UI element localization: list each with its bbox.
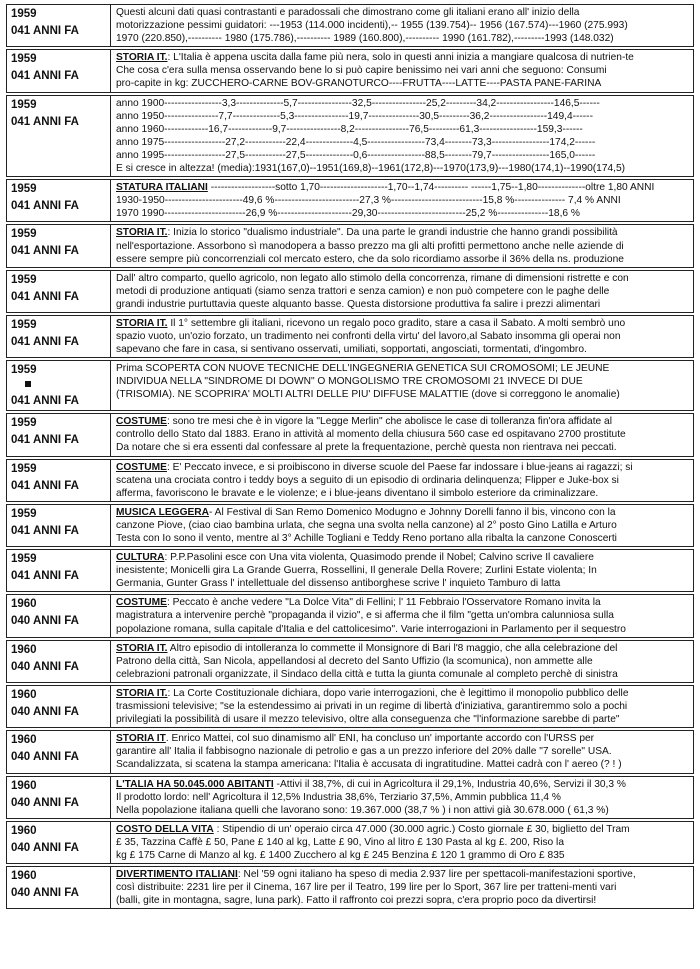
entry-text-line (116, 506, 688, 519)
entry-row (6, 776, 694, 819)
entry-text-line: inesistente; Monicelli gira La Grande Guerra, Rossellini, Il generale Della Rovere; Zurlini Estate violenta; In (116, 565, 597, 577)
entry-row (6, 360, 694, 411)
entry-heading: STORIA IT. (116, 52, 168, 64)
entry-row (6, 270, 694, 313)
entry-text-line (116, 868, 688, 881)
entry-heading: L'TALIA HA 50.045.000 ABITANTI (116, 778, 274, 790)
entry-text-cell (111, 595, 693, 636)
entry-year: 1959 (11, 462, 37, 475)
entry-years-ago: 040 ANNI FA (11, 705, 79, 718)
entry-text-line: pro-capite in kg: ZUCCHERO-CARNE BOV-GRANOTURCO----FRUTTA----LATTE----PASTA PANE-FARINA (116, 78, 602, 90)
entry-text-line: canzone Piove, (ciao ciao bambina urlata, che segna una svolta nella canzone) al 2° posto Gino Latilla e Arturo (116, 519, 617, 531)
entry-text-line (116, 317, 688, 330)
entry-row (6, 730, 694, 773)
entry-text-cell (111, 867, 693, 908)
entry-date-cell (7, 96, 111, 177)
entry-date-cell (7, 361, 111, 410)
entry-text-line: E si cresce in altezza! (media):1931(167,0)--1951(169,8)--1961(172,8)---1970(173,9)---1980(174,1)--1990(174,5) (116, 163, 626, 175)
entry-year: 1960 (11, 598, 37, 611)
entry-text-cell (111, 550, 693, 591)
entry-text-line (116, 732, 688, 745)
entry-text-line: così distribuite: 2231 lire per il Cinema, 167 lire per il Teatro, 199 lire per lo Sport, 367 lire per tratteni-menti vari (116, 882, 617, 894)
entry-text: : P.P.Pasolini esce con Una vita violenta, Quasimodo prende il Nobel; Calvino scrive Il cavaliere (164, 552, 594, 564)
entry-text-line: INDIVIDUA NELLA "SINDROME DI DOWN" O MONGOLISMO TRE CROMOSOMI 21 INVECE DI DUE (116, 376, 583, 388)
entry-text: : L'Italia è appena uscita dalla fame più nera, solo in questi anni inizia a mangiare qualcosa di nutrien-te (167, 52, 634, 64)
entry-years-ago: 040 ANNI FA (11, 887, 79, 900)
entry-row (6, 821, 694, 864)
entry-text-cell (111, 316, 693, 357)
entry-date-cell (7, 50, 111, 91)
entry-heading: COSTO DELLA VITA (116, 823, 214, 835)
entry-heading: STORIA IT. (116, 227, 168, 239)
entry-text-line: Dall' altro comparto, quello agricolo, non legato allo stimolo della concorrenza, rimane di dimensioni ristrette e con (116, 272, 629, 284)
entry-years-ago: 041 ANNI FA (11, 245, 79, 258)
entry-text-line: Scandalizzata, si scatena la stampa americana: l'Italia è accusata di ingratitudine. Mattei cadrà con l' aereo (? ! ) (116, 759, 622, 771)
entry-text: . Enrico Mattei, col suo dinamismo all' ENI, ha concluso un' importante accordo con l'URSS per (165, 733, 595, 745)
entry-date-cell (7, 414, 111, 455)
entry-text-cell (111, 777, 693, 818)
entry-years-ago: 041 ANNI FA (11, 115, 79, 128)
entry-text-line: grandi industrie purtuttavia queste alquanto basse. Questa distorsione produttiva fa salire i prezzi alimentari (116, 298, 601, 310)
entry-text-line: afferma, favoriscono le bravate e le violenze; e i blue-jeans diventano il simbolo esteriore da criminalizzare. (116, 487, 599, 499)
entry-date-cell (7, 316, 111, 357)
entry-text: - Al Festival di San Remo Domenico Modugno e Johnny Dorelli fanno il bis, vincono con la (209, 506, 616, 518)
entry-text-line (116, 51, 688, 64)
entry-text-line: trasmissioni televisive; "se la estendessimo ai privati in un regime di libertà d'iniziativa, garantiremmo solo a pochi (116, 701, 628, 713)
entry-years-ago: 040 ANNI FA (11, 615, 79, 628)
entry-years-ago: 040 ANNI FA (11, 751, 79, 764)
entry-year: 1960 (11, 779, 37, 792)
entry-text-line: nell'esportazione. Assorbono sì manodopera a basso prezzo ma gli alti profitti permettono anche nelle aziende di (116, 240, 624, 252)
entry-row (6, 459, 694, 502)
entry-heading: CULTURA (116, 552, 165, 564)
entry-text-line: metodi di produzione antiquati (siamo senza trattori e senza camion) e non può competere con le paghe delle (116, 285, 610, 297)
entry-text-line: (balli, gite in montagna, sagre, luna park). Fatto il raffronto coi prezzi sopra, c'era proprio poco da divertirsi! (116, 895, 597, 907)
entry-row (6, 315, 694, 358)
entry-years-ago: 041 ANNI FA (11, 524, 79, 537)
entry-date-cell (7, 505, 111, 546)
entry-text-line: Prima SCOPERTA CON NUOVE TECNICHE DELL'INGEGNERIA GENETICA SUI CROMOSOMI; LE JEUNE (116, 363, 610, 375)
entry-text-line: controllo dello Stato dal 1883. Erano in attività al momento della chiusura 560 case ed ospitavano 2700 prostitute (116, 429, 626, 441)
entry-year: 1959 (11, 507, 37, 520)
entry-year: 1959 (11, 183, 37, 196)
entry-row (6, 866, 694, 909)
entry-year: 1959 (11, 273, 37, 286)
entry-heading: COSTUME (116, 597, 167, 609)
entry-text-line: Che cosa c'era sulla mensa osservando bene lo si può capire benissimo nei vari anni che seguono: Consumi (116, 65, 607, 77)
entry-years-ago: 041 ANNI FA (11, 479, 79, 492)
entry-date-cell (7, 686, 111, 727)
entry-text-line (116, 181, 688, 194)
entry-text-line: celebrazioni patronali organizzate, il Sindaco della città e tutta la giunta comunale al completo perchè di sinistra (116, 668, 618, 680)
entry-row (6, 413, 694, 456)
entry-text-line (116, 687, 688, 700)
entry-year: 1960 (11, 643, 37, 656)
entry-text-line: anno 1995------------------27,5------------27,5--------------0,6-----------------88,5--------79,7-----------------165,0------ (116, 149, 596, 161)
entry-text: : Stipendio di un' operaio circa 47.000 (30.000 agric.) Costo giornale £ 30, biglietto del Tram (213, 823, 630, 835)
entry-text-line (116, 642, 688, 655)
entry-year: 1959 (11, 417, 37, 430)
entry-text-line: spazio vuoto, un'ozio forzato, un tradimento nei confronti della virtu' del lavoro,al Sabato insomma gli operai non (116, 331, 621, 343)
entry-heading: STORIA IT. (116, 687, 168, 699)
entry-text-line: Il prodotto lordo: nell' Agricoltura il 12,5% Industria 38,6%, Terziario 37,5%, Ammin pubblica 11,4 % (116, 791, 561, 803)
entry-text-line: Testa con Io sono il vento, mentre al 3° Achille Togliani e Teddy Reno portano alla ribalta la canzone Conoscerti (116, 533, 617, 544)
entry-row (6, 685, 694, 728)
entry-text-line (116, 551, 688, 564)
entry-text-line: Germania, Gunter Grass l' intellettuale del dissenso antiborghese scrive l' inquieto Tamburo di latta (116, 578, 561, 590)
entry-heading: DIVERTIMENTO ITALIANI (116, 869, 238, 881)
entry-row (6, 224, 694, 267)
entry-text-cell (111, 180, 693, 221)
entry-heading: STORIA IT. (116, 317, 168, 329)
entry-text-line: 1930-1950-----------------------49,6 %-------------------------27,3 %---------------------------15,8 %--------------- 7,4 % ANNI (116, 195, 621, 207)
entry-text-cell (111, 361, 693, 410)
entry-text-line: Nella popolazione italiana quelli che lavorano sono: 19.367.000 (38,7 % ) i non attivi già 30.678.000 ( 61,3 %) (116, 804, 609, 816)
entry-text-line: motorizzazione pessimi guidatori: ---1953 (114.000 incidenti),-- 1955 (139.754)-- 1956 (167.574)---1960 (275.993) (116, 20, 628, 32)
entry-text-line: 1970 1990------------------------26,9 %----------------------29,30--------------------------25,2 %---------------18,6 % (116, 208, 580, 220)
entry-text-line: garantire all' Italia il fabbisogno nazionale di petrolio e gas a un prezzo inferiore del 20% dalle "7 sorelle" USA. (116, 746, 612, 758)
entry-row (6, 179, 694, 222)
entry-text-cell (111, 505, 693, 546)
entry-date-cell (7, 225, 111, 266)
entry-text-cell (111, 641, 693, 682)
entry-years-ago: 041 ANNI FA (11, 335, 79, 348)
entry-year: 1959 (11, 53, 37, 66)
entry-text-line (116, 596, 688, 609)
entry-year: 1959 (11, 318, 37, 331)
entry-text-cell (111, 414, 693, 455)
entry-text-line: magistratura a intervenire perchè "propaganda il vizio", e si afferma che il film "getta un'ombra calunniosa sulla (116, 610, 614, 622)
entry-years-ago: 041 ANNI FA (11, 290, 79, 303)
entry-year: 1960 (11, 870, 37, 883)
entry-row (6, 49, 694, 92)
entry-date-cell (7, 731, 111, 772)
entry-text: : Peccato è anche vedere "La Dolce Vita" di Fellini; l' 11 Febbraio l'Osservatore Romano invita la (166, 597, 601, 609)
entry-text-line: sapevano che fare in casa, si sentivano osservati, umiliati, sopportati, angosciati, tormentati, d'ingombro. (116, 344, 587, 356)
entry-row (6, 640, 694, 683)
entry-date-cell (7, 641, 111, 682)
entry-text-line: anno 1900-----------------3,3--------------5,7----------------32,5----------------25,2---------34,2-----------------146,5------ (116, 97, 600, 109)
entry-text-line: popolazione romana, sulla capitale d'Italia e del cattolicesimo". Varie interrogazioni in Parlamento per il sequestro (116, 623, 626, 635)
entry-text-line: anno 1950----------------7,7--------------5,3----------------19,7---------------30,5---------36,2-----------------149,4------ (116, 110, 593, 122)
entry-text-cell (111, 271, 693, 312)
bullet-square-icon (25, 381, 31, 387)
entry-text: : Nel '59 ogni italiano ha speso di media 2.937 lire per spettacoli-manifestazioni sportive, (237, 869, 636, 881)
entry-date-cell (7, 180, 111, 221)
entry-date-cell (7, 271, 111, 312)
entry-text-line (116, 226, 688, 239)
entry-date-cell (7, 460, 111, 501)
entry-heading: STORIA IT. (116, 642, 168, 654)
entry-heading: MUSICA LEGGERA (116, 506, 210, 518)
entry-text-cell (111, 686, 693, 727)
entry-text: -Attivi il 38,7%, di cui in Agricoltura il 29,1%, Industria 40,6%, Servizi il 30,3 % (273, 778, 626, 790)
entry-date-cell (7, 595, 111, 636)
entry-text: : sono tre mesi che è in vigore la "Legge Merlin" che abolisce le case di tolleranza fin'ora affidate al (166, 416, 612, 428)
entry-text: -------------------sotto 1,70--------------------1,70--1,74---------- ------1,75--1,80--------------oltre 1,80 ANNI (207, 182, 655, 194)
entry-text: Il 1° settembre gli italiani, ricevono un regalo poco gradito, stare a casa il Sabato. A molti sembrò uno (167, 317, 626, 329)
entry-text-line: 1970 (220.850),---------- 1980 (175.786),---------- 1989 (160.800),---------- 1990 (161.782),---------1993 (148.032) (116, 33, 614, 45)
entry-years-ago: 041 ANNI FA (11, 395, 79, 408)
entry-text-cell (111, 731, 693, 772)
entry-date-cell (7, 867, 111, 908)
entry-text-line: Patrono della città, San Nicola, appellandosi al decreto del Santo Uffizio (la scomunica), non ammette alle (116, 655, 593, 667)
entry-text-line: scatena una crociata contro i teddy boys a seguito di un episodio di ordinaria delinquenza; Flipper e Juke-box si (116, 474, 619, 486)
entry-year: 1959 (11, 98, 37, 111)
entry-text-cell (111, 822, 693, 863)
entry-years-ago: 041 ANNI FA (11, 434, 79, 447)
entry-heading: STATURA ITALIANI (116, 182, 208, 194)
entry-text-line: privilegiati la possibilità di usare il mezzo televisivo, oltre alla conseguenza che "l'informazione sarebbe di parte" (116, 714, 620, 726)
entry-text-line: essere sempre più concorrenziali col mercato estero, che da solo ricordiamo assorbe il 36% della ns. produzione (116, 253, 624, 265)
entry-text-line: (TRISOMIA). NE SCOPRIRA' MOLTI ALTRI DELLE PIU' DIFFUSE MALATTIE (dove si correggono le anomalie) (116, 389, 620, 401)
entry-year: 1960 (11, 688, 37, 701)
entry-row (6, 549, 694, 592)
entry-text-line: anno 1975------------------27,2------------22,4--------------4,5-----------------73,4--------73,3-----------------174,2------ (116, 136, 596, 148)
entry-text-line: Questi alcuni dati quasi contrastanti e paradossali che dimostrano come gli italiani erano all' inizio della (116, 7, 580, 18)
entry-text: : E' Peccato invece, e si proibiscono in diverse scuole del Paese far indossare i blue-jeans ai ragazzi; si (166, 461, 633, 473)
entry-row (6, 95, 694, 178)
entry-date-cell (7, 822, 111, 863)
entry-text-line (116, 778, 688, 791)
entry-text-line: Da notare che si era essenti dal confessare al prete la frequentazione, perchè questa non rientrava nei peccati. (116, 442, 617, 454)
entry-text: Altro episodio di intolleranza lo commette il Monsignore di Bari l'8 maggio, che alla celebrazione del (167, 642, 618, 654)
entry-text-line (116, 461, 688, 474)
entry-text-line (116, 415, 688, 428)
entry-year: 1959 (11, 228, 37, 241)
entry-text-line (116, 823, 688, 836)
entry-year: 1959 (11, 364, 37, 377)
entry-years-ago: 040 ANNI FA (11, 660, 79, 673)
entry-year: 1959 (11, 8, 37, 20)
entry-row (6, 504, 694, 547)
entry-text-cell (111, 96, 693, 177)
entry-text-line: £ 35, Tazzina Caffè £ 50, Pane £ 140 al kg, Latte £ 90, Vino al litro £ 130 Pasta al kg £. 200, Riso la (116, 836, 564, 848)
entry-heading: STORIA IT (116, 733, 166, 745)
entry-years-ago: 041 ANNI FA (11, 70, 79, 83)
entry-text: : La Corte Costituzionale dichiara, dopo varie interrogazioni, che è legittimo il monopolio pubblico delle (167, 687, 629, 699)
entry-year: 1960 (11, 824, 37, 837)
entry-text-cell (111, 50, 693, 91)
entry-date-cell (7, 550, 111, 591)
entry-text-line: anno 1960-------------16,7-------------9,7----------------8,2----------------76,5---------61,3-----------------159,3------ (116, 123, 583, 135)
entry-heading: COSTUME (116, 461, 167, 473)
entry-date-cell (7, 5, 111, 46)
entry-years-ago: 041 ANNI FA (11, 200, 79, 213)
entry-text: : Inizia lo storico "dualismo industriale". Da una parte le grandi industrie che hanno grandi possibilità (167, 227, 618, 239)
entry-heading: COSTUME (116, 416, 167, 428)
entry-years-ago: 040 ANNI FA (11, 841, 79, 854)
entry-year: 1959 (11, 553, 37, 566)
entry-year: 1960 (11, 734, 37, 747)
entry-years-ago: 040 ANNI FA (11, 796, 79, 809)
entry-text-line: kg £ 175 Carne di Manzo al kg. £ 1400 Zucchero al kg £ 245 Benzina £ 120 1 grammo di Oro £ 835 (116, 849, 565, 861)
entry-text-cell (111, 5, 693, 46)
entry-row (6, 594, 694, 637)
entry-date-cell (7, 777, 111, 818)
entry-years-ago: 041 ANNI FA (11, 25, 79, 37)
entry-years-ago: 041 ANNI FA (11, 570, 79, 583)
entry-text-cell (111, 460, 693, 501)
entry-row (6, 4, 694, 47)
entry-text-cell (111, 225, 693, 266)
document-sheet (6, 4, 694, 911)
